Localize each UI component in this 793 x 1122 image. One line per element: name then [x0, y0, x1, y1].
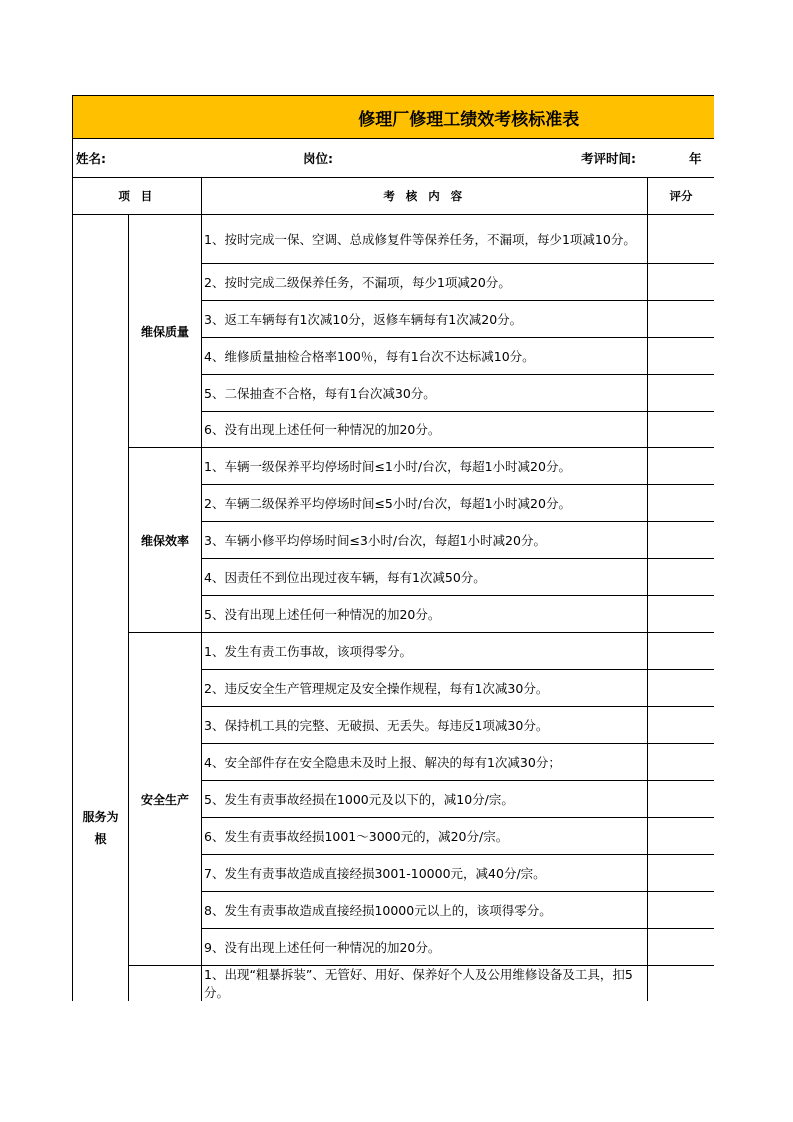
score-input[interactable]: [648, 929, 715, 966]
score-input[interactable]: [648, 301, 715, 338]
page-title: 修理厂修理工绩效考核标准表: [358, 109, 580, 130]
table-row: [73, 633, 715, 670]
header-row: [73, 178, 715, 215]
score-input[interactable]: [648, 522, 715, 559]
score-input[interactable]: [648, 412, 715, 448]
list-item: 1、按时完成一保、空调、总成修复件等保养任务，不漏项，每少1项减10分。: [202, 215, 648, 264]
score-input[interactable]: [648, 596, 715, 633]
list-item: 1、出现“粗暴拆装”、无管好、用好、保养好个人及公用维修设备及工具，扣5分。: [202, 966, 648, 1002]
list-item: 6、发生有责事故经损1001～3000元的，减20分/宗。: [202, 818, 648, 855]
list-item: 4、安全部件存在安全隐患未及时上报、解决的每有1次减30分；: [202, 744, 648, 781]
top-category-label: 服务为根: [82, 809, 119, 846]
score-input[interactable]: [648, 215, 715, 264]
section-label-efficiency: 维保效率: [129, 448, 202, 633]
evaluation-time-label: 考评时间:: [581, 151, 636, 166]
score-input[interactable]: [648, 744, 715, 781]
list-item: 5、发生有责事故经损在1000元及以下的，减10分/宗。: [202, 781, 648, 818]
score-input[interactable]: [648, 855, 715, 892]
table-row: [73, 966, 715, 1002]
info-cell: [73, 139, 715, 178]
header-item: 项 目: [73, 178, 202, 215]
list-item: 2、车辆二级保养平均停场时间≤5小时/台次，每超1小时减20分。: [202, 485, 648, 522]
list-item: 5、二保抽查不合格，每有1台次减30分。: [202, 375, 648, 412]
list-item: 2、违反安全生产管理规定及安全操作规程，每有1次减30分。: [202, 670, 648, 707]
list-item: 4、因责任不到位出现过夜车辆，每有1次减50分。: [202, 559, 648, 596]
title-cell: [73, 96, 715, 139]
table-row: [73, 215, 715, 264]
assessment-table: [72, 95, 714, 1001]
list-item: 2、按时完成二级保养任务，不漏项，每少1项减20分。: [202, 264, 648, 301]
section-label-quality: 维保质量: [129, 215, 202, 448]
list-item: 7、发生有责事故造成直接经损3001-10000元，减40分/宗。: [202, 855, 648, 892]
list-item: 5、没有出现上述任何一种情况的加20分。: [202, 596, 648, 633]
table-row: [73, 448, 715, 485]
year-label: 年: [689, 151, 702, 166]
info-row: [73, 139, 715, 178]
name-label: 姓名:: [76, 151, 106, 166]
section-label-equipment: [129, 966, 202, 1002]
list-item: 1、发生有责工伤事故，该项得零分。: [202, 633, 648, 670]
list-item: 4、维修质量抽检合格率100％，每有1台次不达标减10分。: [202, 338, 648, 375]
score-input[interactable]: [648, 485, 715, 522]
list-item: 3、保持机工具的完整、无破损、无丢失。每违反1项减30分。: [202, 707, 648, 744]
score-input[interactable]: [648, 781, 715, 818]
position-label: 岗位:: [303, 151, 333, 166]
score-input[interactable]: [648, 818, 715, 855]
list-item: 6、没有出现上述任何一种情况的加20分。: [202, 412, 648, 448]
score-input[interactable]: [648, 707, 715, 744]
score-input[interactable]: [648, 448, 715, 485]
score-input[interactable]: [648, 559, 715, 596]
score-input[interactable]: [648, 670, 715, 707]
list-item: 1、车辆一级保养平均停场时间≤1小时/台次，每超1小时减20分。: [202, 448, 648, 485]
score-input[interactable]: [648, 338, 715, 375]
top-category-cell: [73, 215, 129, 1002]
title-row: [73, 96, 715, 139]
score-input[interactable]: [648, 966, 715, 1002]
section-label-safety: 安全生产: [129, 633, 202, 966]
score-input[interactable]: [648, 375, 715, 412]
score-input[interactable]: [648, 633, 715, 670]
list-item: 9、没有出现上述任何一种情况的加20分。: [202, 929, 648, 966]
score-input[interactable]: [648, 892, 715, 929]
header-score: 评分: [648, 178, 715, 215]
score-input[interactable]: [648, 264, 715, 301]
header-content: 考 核 内 容: [202, 178, 648, 215]
list-item: 3、返工车辆每有1次减10分，返修车辆每有1次减20分。: [202, 301, 648, 338]
assessment-sheet: [72, 95, 714, 1001]
list-item: 8、发生有责事故造成直接经损10000元以上的，该项得零分。: [202, 892, 648, 929]
list-item: 3、车辆小修平均停场时间≤3小时/台次，每超1小时减20分。: [202, 522, 648, 559]
